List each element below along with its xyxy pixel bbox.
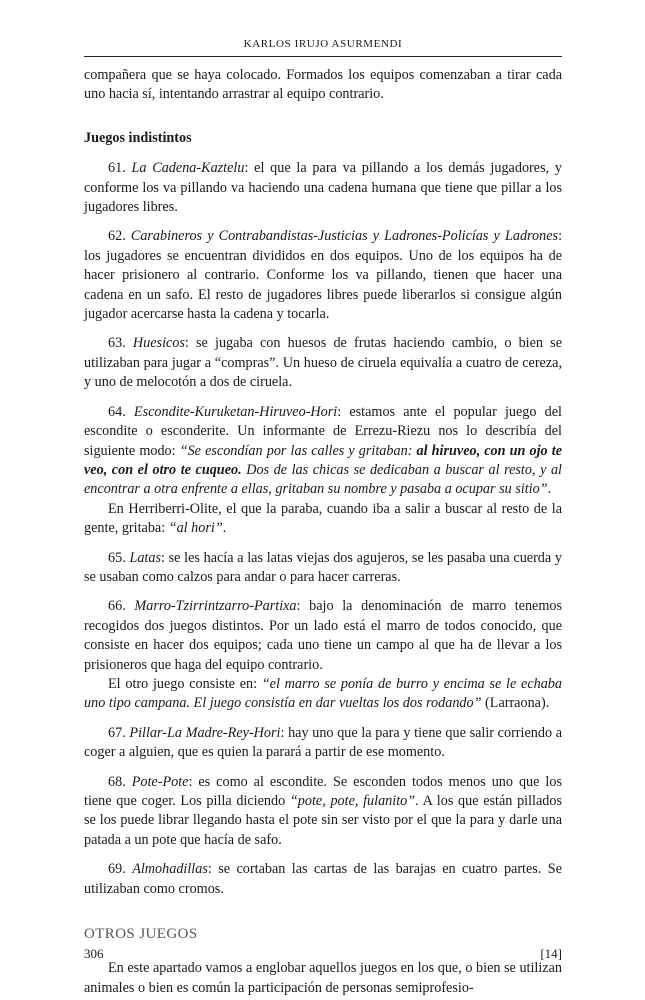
entry-text: (Larraona). [481,695,550,712]
entry-term: Escondite-Kuruketan-Hiruveo-Hori [133,403,338,420]
entry-text: : se jugaba con huesos de frutas haciendo cambio, o bien se utilizaban para jugar a “compras”. Un hueso de ciruela equivalía a cuatro de cereza, y uno de melocotón a dos de ciruela. [84,335,562,391]
entry-quote: “Se escondían por las calles y gritaban: [179,442,417,459]
running-head: KARLOS IRUJO ASURMENDI [243,38,403,50]
entry-quote: “pote, pote, fulanito” [289,793,416,809]
entry-term: Pote-Pote [131,773,189,790]
entry-number: 64. [108,403,134,420]
entry-text: En Herriberri-Olite, el que la paraba, cuando iba a salir a buscar al resto de la gente, gritaba: [84,500,562,537]
entry-66-continuation [84,675,562,714]
header-rule [84,56,562,57]
entry-text: . [222,520,227,537]
entry-61 [84,159,562,217]
entry-number: 63. [108,335,133,352]
bracket-page-number: [14] [540,946,562,961]
otros-paragraph: En este apartado vamos a englobar aquellos juegos en los que, o bien se utilizan animales o bien es común la participación de personas semiprofesio- [84,960,562,996]
entry-66 [84,597,562,675]
entry-number: 66. [108,598,135,615]
entry-quote: “al hori” [168,520,223,537]
entry-text: : el que la para va pillando a los demás jugadores, y conforme los va pillando va haciendo una cadena humana que tiene que pillar a los jugadores libres. [84,160,562,216]
entry-text: : es como al escondite. Se esconden todos menos uno que los tiene que coger. Los pilla diciendo [84,773,562,809]
entry-term: Latas [129,549,161,566]
entry-69 [84,860,562,899]
entry-term: Carabineros y Contrabandistas-Justicias y Ladrones-Policías y Ladrones [130,228,559,245]
entry-quote-bold: al hiruveo, con un ojo te veo, con el otro te cuqueo. [84,442,562,478]
entry-number: 61. [108,160,132,177]
page-number: 306 [84,946,104,961]
entry-text: : estamos ante el popular juego del escondite o esconderite. Un informante de Errezu-Riezu nos lo describía del siguiente modo: [84,403,563,459]
entry-text: . [547,481,552,498]
entry-64-continuation [84,500,562,539]
entry-63 [84,334,562,392]
entry-number: 69. [108,861,133,878]
entry-text: : bajo la denominación de marro tenemos recogidos dos juegos distintos. Por un lado está el marro de todos conocido, que consiste en hacer dos equipos; cada uno tiene un campo al que ha de llevar a los prisioneros que haga del equipo contrario. [84,598,563,673]
entry-quote: Dos de las chicas se dedicaban a buscar al resto, y al encontrar a otra enfrente a ellas, gritaban su nombre y pasaba a ocupar su sitio” [84,461,562,498]
entry-number: 62. [108,228,131,245]
entry-text: : se cortaban las cartas de las barajas en cuatro partes. Se utilizaban como cromos. [84,861,562,897]
page-body [84,66,562,998]
section-heading-otros-juegos: OTROS JUEGOS [84,926,198,943]
entry-term: Huesicos [132,335,185,352]
entry-number: 68. [108,773,132,790]
entry-term: La Cadena-Kaztelu [131,160,245,177]
entry-65 [84,549,562,588]
entry-67 [84,724,562,763]
entry-62 [84,227,562,324]
entry-text: : los jugadores se encuentran divididos en dos equipos. Uno de los equipos ha de hacer prisionero al contrario. Conforme los va pillando, tienen que hacer una cadena en un safo. El resto de jugadores libres puede liberarlos si consigue algún jugador acercarse hasta la cadena y tocarla. [84,228,563,323]
entry-68 [84,773,562,851]
entry-quote: “el marro se ponía de burro y encima se le echaba uno tipo campana. El juego consistía en dar vueltas los dos rodando” [84,675,562,712]
entry-text: El otro juego consiste en: [108,675,262,692]
entry-term: Marro-Tzirrintzarro-Partixa [134,598,297,615]
entry-term: Pillar-La Madre-Rey-Hori [129,724,281,741]
entry-text: : se les hacía a las latas viejas dos agujeros, se les pasaba una cuerda y se usaban como calzos para andar o para hacer carreras. [84,549,562,585]
entry-text: . A los que están pillados se los puede librar llegando hasta el pote sin ser visto por el que la para y darle una patada a un pote que hacía de safo. [84,793,562,848]
entry-number: 67. [108,724,130,741]
entry-number: 65. [108,549,130,566]
entry-64 [84,403,562,500]
intro-paragraph: compañera que se haya colocado. Formados los equipos comenzaban a tirar cada uno hacia sí, intentando arrastrar al equipo contrario. [84,67,562,103]
section-title: Juegos indistintos [84,129,192,146]
entry-term: Almohadillas [132,861,208,878]
document-page [84,0,562,1000]
entry-text: : hay uno que la para y tiene que salir corriendo a coger a alguien, que es quien la parará a partir de ese momento. [84,724,563,761]
